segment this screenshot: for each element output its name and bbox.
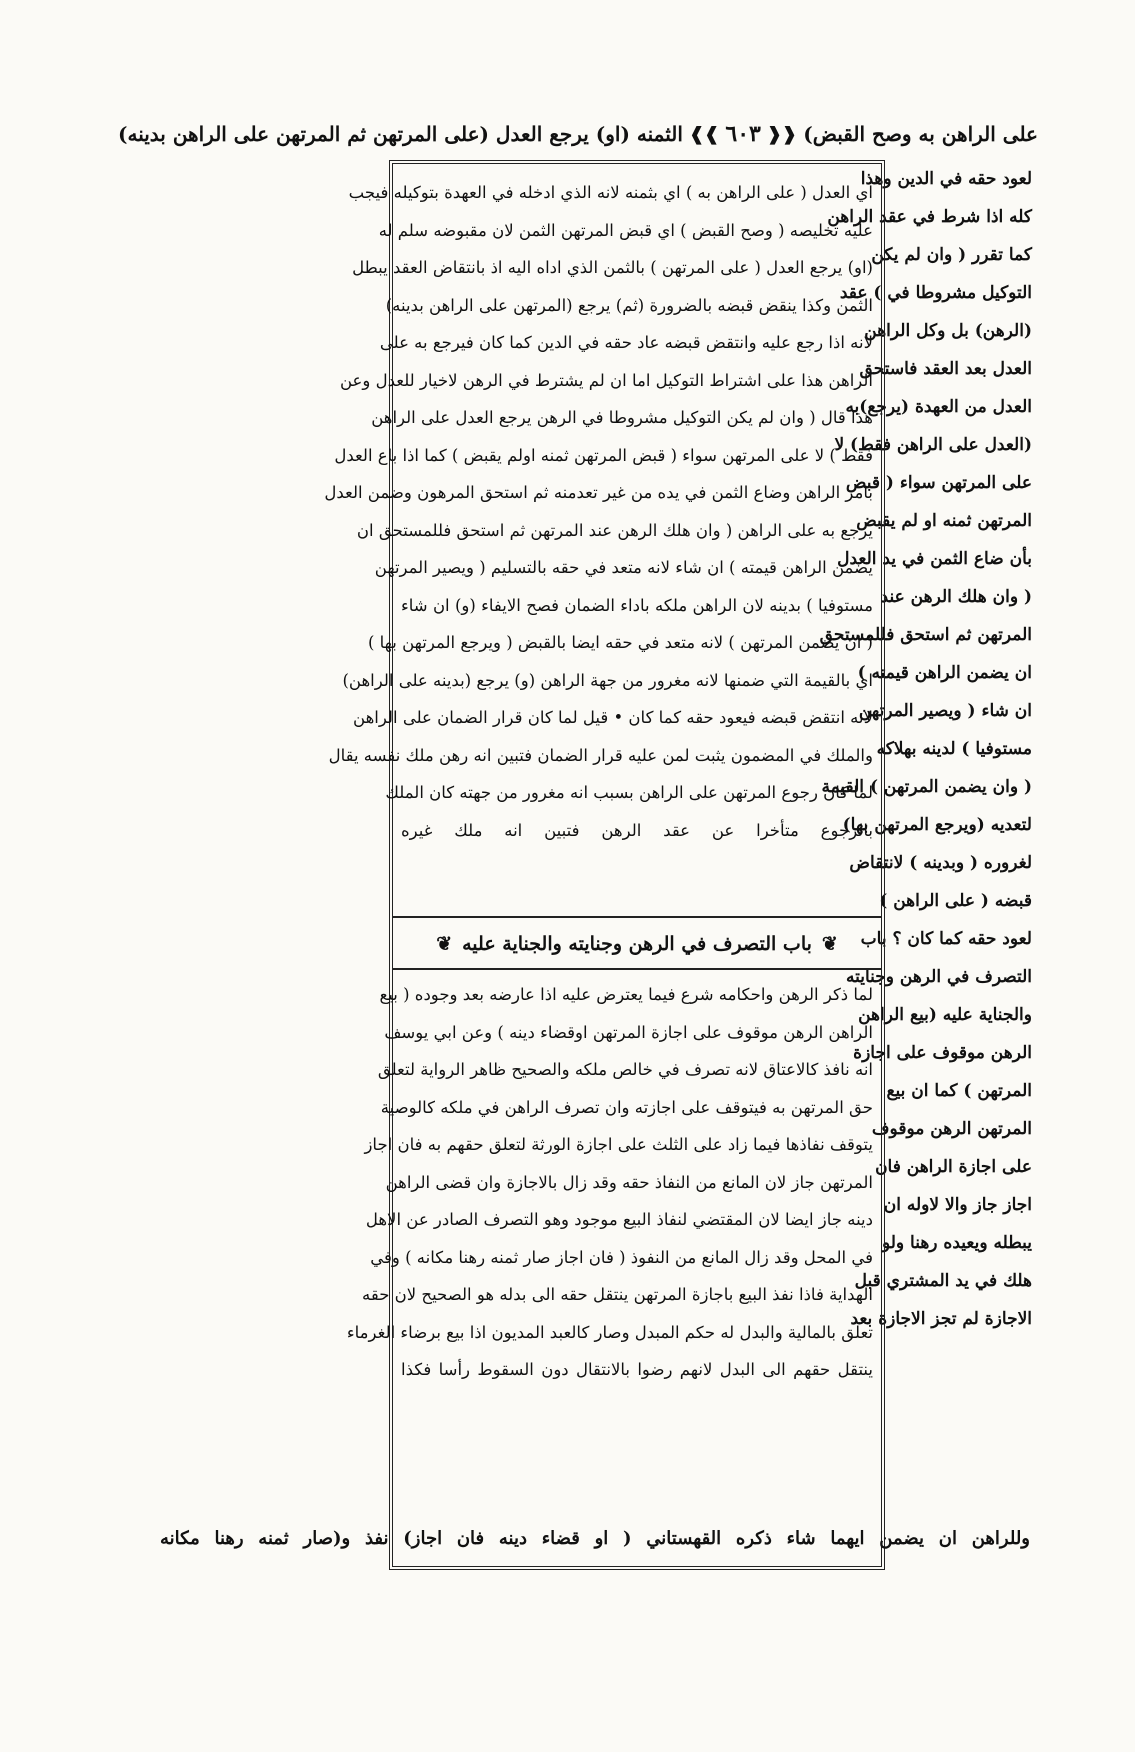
text-line: المرتهن ) كما ان بيع: [886, 1081, 1032, 1101]
footer-line: وللراهن ان يضمن ايهما شاء ذكره القهستاني ( او قضاء دينه فان اجاز) نفذ و(صار ثمنه رهنا مكانه: [160, 1528, 1030, 1549]
header-left-text: الثمنه (او) يرجع العدل (على المرتهن ثم المرتهن على الراهن بدينه): [118, 122, 683, 146]
divider: [393, 968, 881, 970]
text-line: الاجازة لم تجز الاجازة بعد: [850, 1309, 1032, 1329]
text-line: بأن ضاع الثمن في يد العدل: [837, 549, 1032, 569]
text-line: كما تقرر ( وان لم يكن: [871, 245, 1032, 265]
text-line: الثمن وكذا ينقض قبضه بالضرورة (ثم) يرجع (المرتهن على الراهن بدينه): [385, 295, 873, 315]
text-line: على المرتهن سواء ( قبض: [845, 473, 1032, 493]
text-line: يبطله ويعيده رهنا ولو: [881, 1233, 1032, 1253]
text-line: ينتقل حقهم الى البدل لانهم رضوا بالانتقال دون السقوط رأسا فكذا: [401, 1360, 873, 1379]
text-line: مستوفيا ) بدينه لان الراهن ملكه باداء الضمان فصح الايفاء (و) ان شاء: [401, 595, 873, 615]
text-line: العدل من العهدة (يرجع)به: [845, 397, 1032, 417]
text-line: (العدل على الراهن فقط) لا: [834, 435, 1032, 455]
section-title: باب التصرف في الرهن وجنايته والجناية عليه: [462, 933, 812, 955]
text-line: (الرهن) بل وكل الراهن: [864, 321, 1032, 341]
text-line: كله اذا شرط في عقد الراهن: [827, 207, 1032, 227]
ornament-icon: ❱❱: [689, 123, 720, 145]
text-line: المرتهن ثم استحق فللمستحق: [819, 625, 1032, 645]
text-line: المرتهن جاز لان المانع من النفاذ حقه وقد زال بالاجازة وان قضى الراهن: [385, 1172, 873, 1192]
text-line: المرتهن الرهن موقوف: [871, 1119, 1032, 1139]
text-line: المرتهن ثمنه او لم يقبض: [856, 511, 1032, 531]
text-line: ( وان هلك الرهن عند: [880, 587, 1032, 607]
page-header: [118, 118, 1038, 150]
text-line: اي العدل ( على الراهن به ) اي بثمنه لانه الذي ادخله في العهدة بتوكيله فيجب: [348, 183, 873, 202]
text-line: ان شاء ( ويصير المرتهن: [858, 701, 1032, 721]
text-line: والجناية عليه (بيع الراهن: [858, 1005, 1032, 1025]
text-line: عليه تخليصه ( وصح القبض ) اي قبض المرتهن الثمن لان مقبوضه سلم له: [378, 220, 873, 240]
text-line: الرهن موقوف على اجازة: [853, 1043, 1032, 1063]
text-line: يرجع به على الراهن ( وان هلك الرهن عند المرتهن ثم استحق فللمستحق ان: [356, 520, 873, 540]
text-line: يتوقف نفاذها فيما زاد على الثلث على اجازة الورثة لتعلق حقهم به فان اجاز: [364, 1135, 873, 1154]
text-line: ان يضمن الراهن قيمته ): [857, 663, 1032, 683]
text-line: دينه جاز ايضا لان المقتضي لنفاذ البيع موجود وهو التصرف الصادر عن الاهل: [365, 1210, 873, 1229]
text-line: حق المرتهن به فيتوقف على اجازته وان تصرف الراهن في ملكه كالوصية: [380, 1097, 873, 1117]
text-line: لما ذكر الرهن واحكامه شرع فيما يعترض عليه اذا عارضه بعد وجوده ( بيع: [379, 985, 873, 1004]
text-line: تعلق بالمالية والبدل له حكم المبدل وصار كالعبد المديون اذا بيع برضاء الغرماء: [346, 1322, 873, 1342]
text-line: بامر الراهن وضاع الثمن في يده من غير تعدمنه ثم استحق المرهون وضمن العدل: [324, 483, 873, 502]
text-line: الراهن الرهن موقوف على اجازة المرتهن اوقضاء دينه ) وعن ابي يوسف: [384, 1022, 873, 1042]
text-line: لغروره ( وبدينه ) لانتقاض: [849, 853, 1032, 873]
section-heading: [393, 924, 881, 964]
text-line: بالرجوع متأخرا عن عقد الرهن فتبين انه ملك غيره: [401, 820, 873, 840]
text-line: لانه انتقض قبضه فيعود حقه كما كان • قيل لما كان قرار الضمان على الراهن: [353, 708, 873, 727]
text-line: لعود حقه في الدين وهذا: [860, 169, 1032, 189]
text-line: ( وان يضمن المرتهن ) القيمة: [821, 777, 1032, 797]
text-line: لتعديه (ويرجع المرتهن بها): [842, 815, 1032, 835]
text-line: اجاز جاز والا لاوله ان: [883, 1195, 1032, 1215]
header-right-text: على الراهن به وصح القبض): [803, 122, 1038, 146]
text-line: والملك في المضمون يثبت لمن عليه قرار الضمان فتبين انه رهن ملك نفسه يقال: [328, 745, 873, 765]
text-line: في المحل وقد زال المانع من النفوذ ( فان اجاز صار ثمنه رهنا مكانه ) وفي: [370, 1247, 873, 1267]
text-line: ( ان يضمن المرتهن ) لانه متعد في حقه ايضا بالقبض ( ويرجع المرتهن بها ): [367, 633, 873, 652]
lower-text-block: [346, 976, 873, 1389]
page-number-group: [689, 121, 797, 147]
text-line: هلك في يد المشتري قبل: [854, 1271, 1032, 1291]
text-line: على اجازة الراهن فان: [875, 1157, 1032, 1177]
text-line: اي بالقيمة التي ضمنها لانه مغرور من جهة الراهن (و) يرجع (بدينه على الراهن): [342, 670, 873, 690]
text-line: لانه اذا رجع عليه وانتقض قبضه عاد حقه في الدين كما كان فيرجع به على: [379, 333, 873, 352]
upper-text-block: [324, 174, 873, 849]
ornament-icon: ❦: [436, 933, 453, 955]
text-line: (او) يرجع العدل ( على المرتهن ) بالثمن الذي اداه اليه اذ بانتقاض العقد يبطل: [352, 258, 873, 277]
page-number: ٦٠٣: [725, 121, 761, 147]
text-line: التوكيل مشروطا في ) عقد: [839, 283, 1032, 303]
ornament-icon: ❰❰: [766, 123, 797, 145]
text-line: انه نافذ كالاعتاق لانه تصرف في خالص ملكه والصحيح ظاهر الرواية لتعلق: [377, 1060, 873, 1079]
text-line: هذا قال ( وان لم يكن التوكيل مشروطا في الرهن يرجع العدل على الراهن: [371, 408, 873, 427]
text-line: العدل بعد العقد فاستحق: [859, 359, 1032, 379]
text-line: التصرف في الرهن وجنايته: [845, 967, 1032, 987]
text-line: قبضه ( على الراهن ): [879, 891, 1032, 911]
ornament-icon: ❦: [821, 933, 838, 955]
main-text-frame: [324, 160, 885, 1570]
side-commentary-column: [819, 160, 1032, 1752]
text-line: لما كان رجوع المرتهن على الراهن بسبب انه مغرور من جهته كان الملك: [385, 783, 873, 802]
text-line: الهداية فاذا نفذ البيع باجازة المرتهن ينتقل حقه الى بدله هو الصحيح لان حقه: [362, 1285, 873, 1304]
text-line: الراهن هذا على اشتراط التوكيل اما ان لم يشترط في الرهن لاخيار للعدل وعن: [339, 370, 873, 390]
text-line: فقط ) لا على المرتهن سواء ( قبض المرتهن ثمنه اولم يقبض ) كما اذا باع العدل: [334, 445, 873, 465]
text-line: مستوفيا ) لدينه بهلاكه: [876, 739, 1032, 759]
text-line: يضمن الراهن قيمته ) ان شاء لانه متعد في حقه بالتسليم ( ويصير المرتهن: [374, 558, 873, 577]
text-line: لعود حقه كما كان ؟ باب: [860, 929, 1032, 949]
divider: [393, 916, 881, 918]
